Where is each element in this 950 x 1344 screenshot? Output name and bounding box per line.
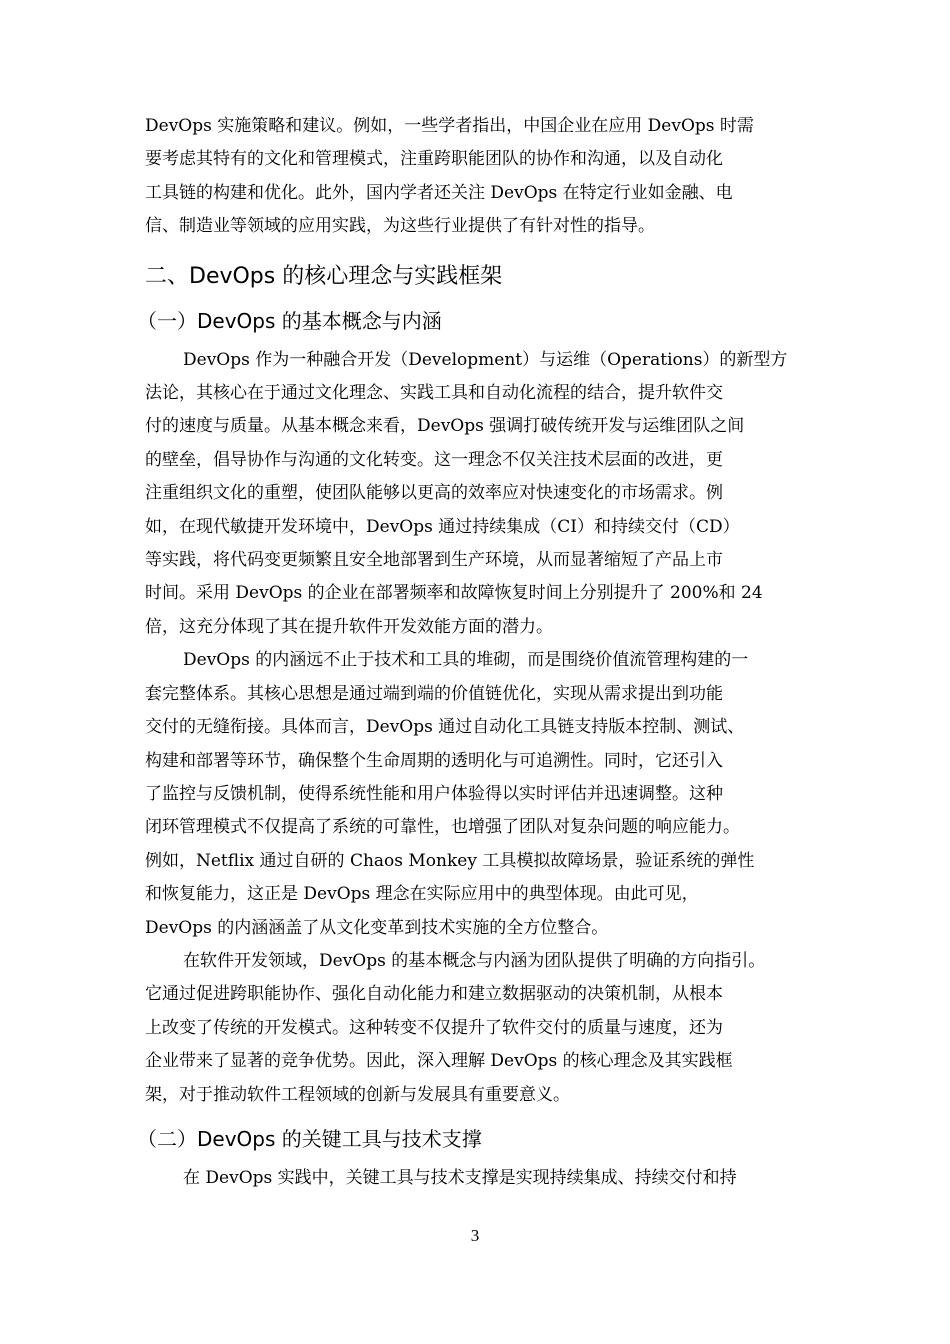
text-line: 上改变了传统的开发模式。这种转变不仅提升了软件交付的质量与速度，还为 <box>145 1017 723 1038</box>
text-line: 工具链的构建和优化。此外，国内学者还关注 DevOps 在特定行业如金融、电 <box>145 182 733 203</box>
text-line: 等实践，将代码变更频繁且安全地部署到生产环境，从而显著缩短了产品上市 <box>145 550 723 571</box>
text-line: 的壁垒，倡导协作与沟通的文化转变。这一理念不仅关注技术层面的改进，更 <box>145 449 723 470</box>
text-line: 在 DevOps 实践中，关键工具与技术支撑是实现持续集成、持续交付和持 <box>183 1167 737 1188</box>
text-line: 如，在现代敏捷开发环境中，DevOps 通过持续集成（CI）和持续交付（CD） <box>145 516 740 537</box>
text-line: 闭环管理模式不仅提高了系统的可靠性，也增强了团队对复杂问题的响应能力。 <box>145 817 740 838</box>
text-line: 和恢复能力，这正是 DevOps 理念在实际应用中的典型体现。由此可见， <box>145 884 699 905</box>
text-line: 交付的无缝衔接。具体而言，DevOps 通过自动化工具链支持版本控制、测试、 <box>145 717 745 738</box>
text-line: 时间。采用 DevOps 的企业在部署频率和故障恢复时间上分别提升了 200%和 24 <box>145 583 763 604</box>
subsection-heading: （一）DevOps 的基本概念与内涵 <box>137 308 442 333</box>
page-number: 3 <box>470 1226 480 1245</box>
text-line: 法论，其核心在于通过文化理念、实践工具和自动化流程的结合，提升软件交 <box>145 383 723 404</box>
text-line: 它通过促进跨职能协作、强化自动化能力和建立数据驱动的决策机制，从根本 <box>145 984 723 1005</box>
text-line: DevOps 的内涵涵盖了从文化变革到技术实施的全方位整合。 <box>145 917 609 938</box>
text-line: 在软件开发领域，DevOps 的基本概念与内涵为团队提供了明确的方向指引。 <box>183 950 766 971</box>
subsection-heading: （二）DevOps 的关键工具与技术支撑 <box>137 1126 482 1151</box>
text-line: 要考虑其特有的文化和管理模式，注重跨职能团队的协作和沟通，以及自动化 <box>145 149 723 170</box>
paragraph <box>145 1162 810 1195</box>
text-line: 套完整体系。其核心思想是通过端到端的价值链优化，实现从需求提出到功能 <box>145 683 723 704</box>
paragraph <box>145 110 810 244</box>
text-line: 了监控与反馈机制，使得系统性能和用户体验得以实时评估并迅速调整。这种 <box>145 783 723 804</box>
text-line: 注重组织文化的重塑，使团队能够以更高的效率应对快速变化的市场需求。例 <box>145 483 723 504</box>
paragraph <box>145 344 810 645</box>
text-line: DevOps 实施策略和建议。例如，一些学者指出，中国企业在应用 DevOps 时需 <box>145 116 754 136</box>
paragraph <box>145 644 810 945</box>
text-line: 构建和部署等环节，确保整个生命周期的透明化与可追溯性。同时，它还引入 <box>145 750 723 771</box>
paragraph <box>145 945 810 1112</box>
text-line: 例如，Netflix 通过自研的 Chaos Monkey 工具模拟故障场景，验证系统的弹性 <box>145 850 755 871</box>
text-line: DevOps 作为一种融合开发（Development）与运维（Operations）的新型方 <box>183 349 788 370</box>
section-heading: 二、DevOps 的核心理念与实践框架 <box>145 263 503 289</box>
text-line: 信、制造业等领域的应用实践，为这些行业提供了有针对性的指导。 <box>145 216 655 237</box>
text-line: DevOps 的内涵远不止于技术和工具的堆砌，而是围绕价值流管理构建的一 <box>183 650 749 671</box>
text-line: 企业带来了显著的竞争优势。因此，深入理解 DevOps 的核心理念及其实践框 <box>145 1051 733 1072</box>
text-line: 倍，这充分体现了其在提升软件开发效能方面的潜力。 <box>145 616 553 637</box>
text-line: 架，对于推动软件工程领域的创新与发展具有重要意义。 <box>145 1084 570 1105</box>
text-line: 付的速度与质量。从基本概念来看，DevOps 强调打破传统开发与运维团队之间 <box>145 416 745 437</box>
document-body <box>137 110 810 1195</box>
